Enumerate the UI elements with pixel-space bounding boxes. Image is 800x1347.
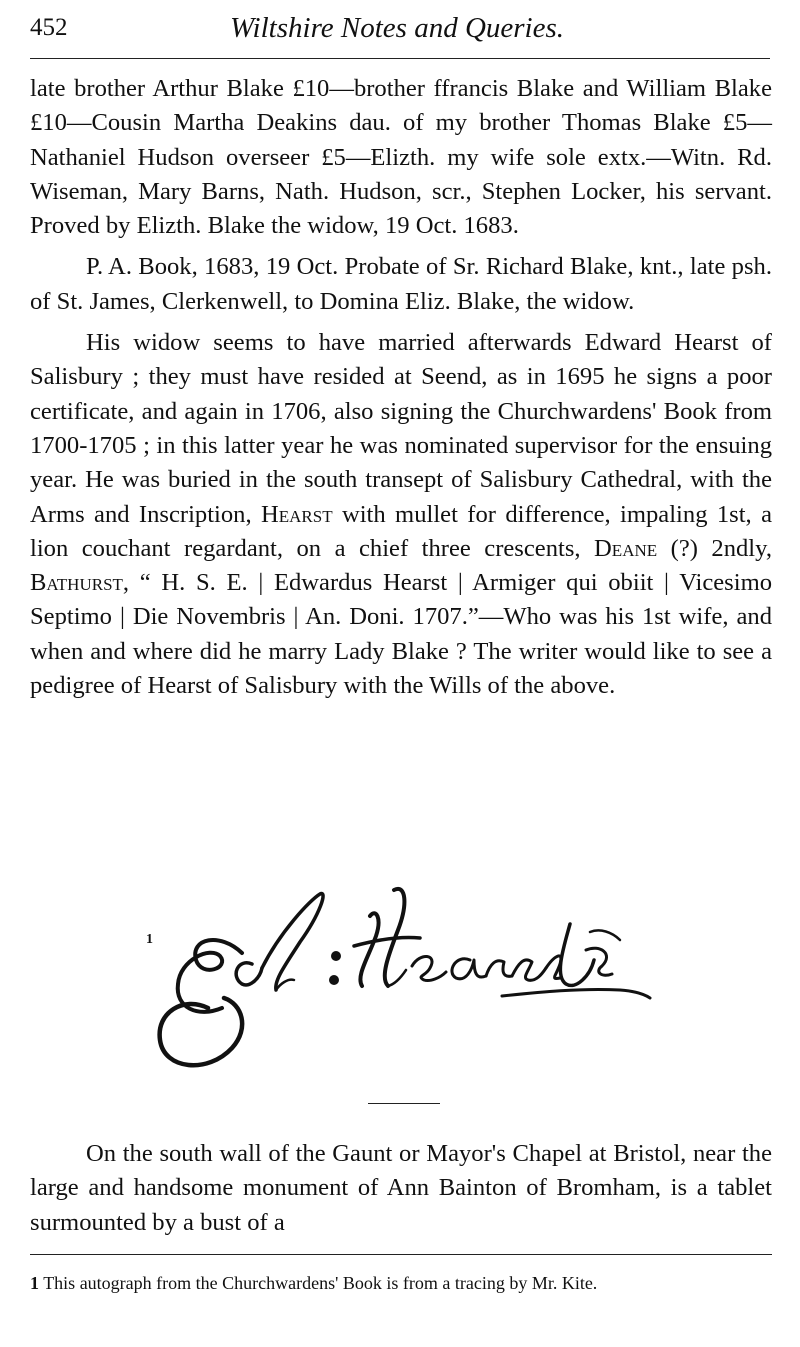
paragraph-probate: P. A. Book, 1683, 19 Oct. Probate of Sr. Richard Blake, knt., late psh. of St. James, Clerkenwell, to Domina Eliz. Blake, the widow. [30,253,772,315]
smallcaps-bathurst: Bathurst, [30,569,130,597]
signature-underline-flourish [502,989,650,998]
main-text-continued [30,1137,772,1240]
section-divider [368,1103,440,1104]
paragraph-hearst-text-2: with mullet for difference, impaling 1st, a lion couchant regardant, on a chief three crescents, [30,500,772,562]
running-head [30,12,770,48]
footnote [30,1272,770,1295]
footnote-text: This autograph from the Churchwardens' Book is from a tracing by Mr. Kite. [43,1273,598,1293]
signature-initial-e [160,940,243,1065]
paragraph-hearst-text-1: His widow seems to have married afterwards Edward Hearst of Salisbury ; they must have resided at Seend, as in 1695 he signs a poor certificate, and again in 1706, also signing the Churchwardens' Book from 1700-1705 ; in this latter year he was nominated supervisor for the ensuing year. He was buried in the south transept of Salisbury Cathedral, with the Arms and Inscription, [30,329,772,528]
paragraph-will-continuation: late brother Arthur Blake £10—brother ffrancis Blake and William Blake £10—Cousin Martha Deakins dau. of my brother Thomas Blake £5—Nathaniel Hudson overseer £5—Elizth. my wife sole extx.—Witn. Rd. Wiseman, Mary Barns, Nath. Hudson, scr., Stephen Locker, his servant. Proved by Elizth. Blake the widow, 19 Oct. 1683. [30,75,772,240]
signature-lowercase-letters [412,924,620,985]
signature-autograph [150,880,660,1080]
paragraph-hearst [30,326,772,703]
signature-letter-d [236,894,323,990]
smallcaps-hearst: Hearst [260,500,333,528]
journal-title: Wiltshire Notes and Queries. [230,12,565,44]
signature-colon [329,951,341,985]
smallcaps-deane: Deane [594,534,658,562]
page-number: 452 [30,14,68,41]
header-rule [30,58,770,59]
footnote-reference-mark: 1 [146,932,153,947]
footnote-number: 1 [30,1273,39,1293]
footnote-rule [30,1254,772,1255]
paragraph-hearst-text-3: (?) 2ndly, [657,534,772,562]
paragraph-gaunt-chapel: On the south wall of the Gaunt or Mayor's Chapel at Bristol, near the large and handsome monument of Ann Bainton of Bromham, is a tablet surmounted by a bust of a [30,1140,772,1236]
paragraph-hearst-text-4: “ H. S. E. | Edwardus Hearst | Armiger qui obiit | Vicesimo Septimo | Die Novembris | An. Doni. 1707.”—Who was his 1st wife, and when and where did he marry Lady Blake ? The writer would like to see a pedigree of Hearst of Salisbury with the Wills of the above. [30,569,772,700]
signature-letter-h [354,889,420,986]
main-text [30,72,772,703]
